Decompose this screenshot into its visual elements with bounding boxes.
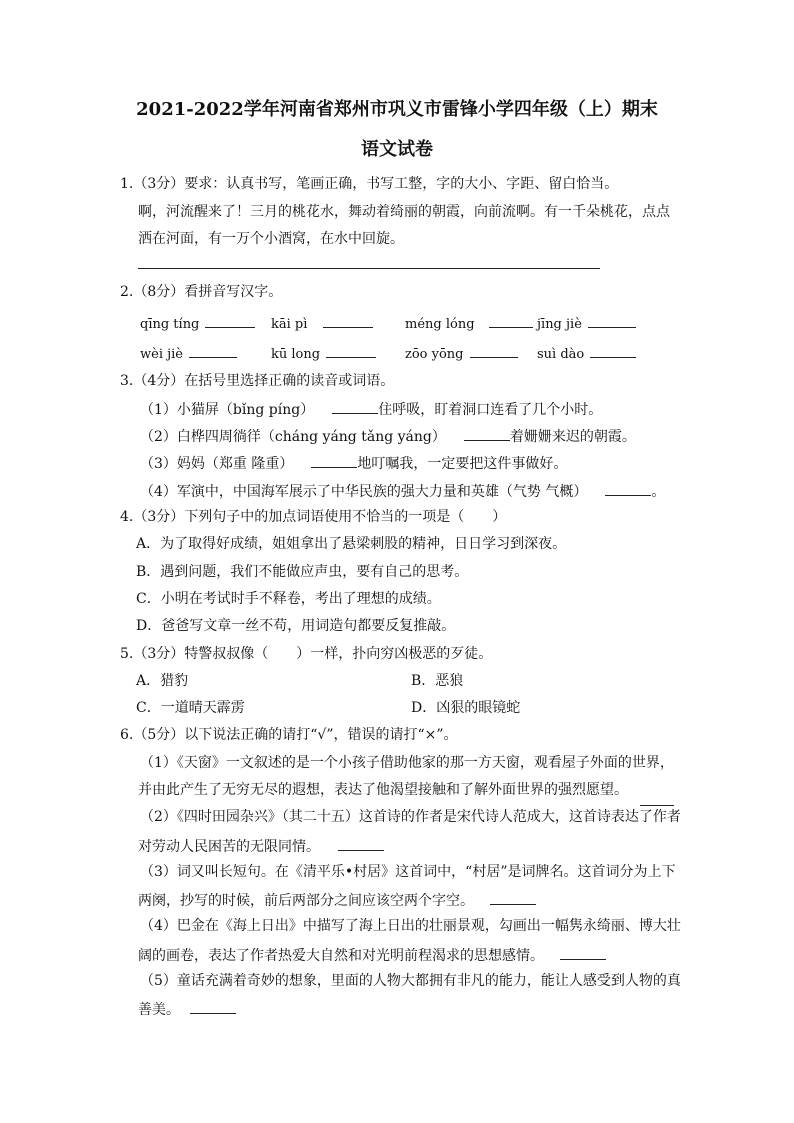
answer-blank-6-5[interactable] [190, 999, 236, 1014]
question-4-stem: 4.（3分）下列句子中的加点词语使用不恰当的一项是（ ） [120, 509, 507, 525]
answer-blank-6-3[interactable] [490, 890, 536, 905]
question-3-item-2: （2）白桦四周徜徉（cháng yáng tǎng yáng） 着姗姗来迟的朝霞。 [140, 426, 636, 446]
pinyin-item-7: zōo yōng [405, 343, 518, 364]
answer-blank[interactable] [464, 426, 510, 441]
pinyin-item-2: kāi pì [271, 313, 373, 334]
answer-blank[interactable] [332, 399, 378, 414]
answer-blank[interactable] [588, 313, 636, 328]
pinyin-item-3: méng lóng [405, 313, 533, 334]
question-6-item-5-line1: （5）童话充满着奇妙的想象，里面的人物大都拥有非凡的能力，能让人感受到人物的真 [140, 973, 681, 989]
question-1-passage-line2: 洒在河面，有一万个小酒窝，在水中回旋。 [138, 231, 404, 247]
pinyin-item-1: qīng tíng [140, 313, 255, 334]
answer-blank[interactable] [311, 453, 357, 468]
question-6-item-4-line2: 阔的画卷，表达了作者热爱大自然和对光明前程渴求的思想感情。 [138, 945, 606, 965]
answer-blank[interactable] [323, 313, 373, 328]
answer-blank[interactable] [189, 343, 237, 358]
question-1-stem: 1.（3分）要求：认真书写，笔画正确，书写工整，字的大小、字距、留白恰当。 [120, 176, 619, 192]
answer-blank[interactable] [489, 313, 533, 328]
pinyin-item-4: jīng jiè [537, 313, 636, 334]
answer-blank-6-1[interactable] [640, 791, 674, 806]
question-6-item-1-line1: （1）《天窗》一文叙述的是一个小孩子借助他家的那一方天窗，观看屋子外面的世界， [140, 755, 674, 771]
question-6-item-5-line2: 善美。 [138, 999, 236, 1019]
question-3-item-4: （4）军演中，中国海军展示了中华民族的强大力量和英雄（气势 气概） 。 [140, 481, 665, 501]
question-4-option-b[interactable]: B．遇到问题，我们不能做应声虫，要有自己的思考。 [136, 564, 469, 580]
exam-title-line2: 语文试卷 [361, 139, 433, 160]
question-6-item-3-line1: （3）词又叫长短句。在《清平乐•村居》这首词中，“村居”是词牌名。这首词分为上下 [140, 864, 676, 880]
answer-blank[interactable] [590, 343, 636, 358]
question-4-option-c[interactable]: C．小明在考试时手不释卷，考出了理想的成绩。 [136, 591, 441, 607]
answer-blank[interactable] [205, 313, 255, 328]
question-5-option-a[interactable]: A．猎豹 [136, 673, 189, 689]
question-5-option-c[interactable]: C．一道晴天霹雳 [136, 700, 245, 716]
pinyin-item-8: suì dào [537, 343, 636, 364]
question-1-writing-line[interactable] [138, 268, 600, 269]
answer-blank[interactable] [326, 343, 376, 358]
question-4-option-d[interactable]: D．爸爸写文章一丝不苟，用词造句都要反复推敲。 [136, 618, 456, 634]
question-6-stem: 6.（5分）以下说法正确的请打“√”，错误的请打“×”。 [120, 727, 458, 743]
question-4-option-a[interactable]: A．为了取得好成绩，姐姐拿出了悬梁刺股的精神，日日学习到深夜。 [136, 536, 567, 552]
question-2-stem: 2.（8分）看拼音写汉字。 [120, 284, 283, 300]
answer-blank-6-2[interactable] [338, 836, 384, 851]
question-1-passage-line1: 啊，河流醒来了！三月的桃花水，舞动着绮丽的朝霞，向前流啊。有一千朵桃花，点点 [138, 204, 670, 220]
question-6-item-2-line2: 对劳动人民困苦的无限同情。 [138, 836, 384, 856]
answer-blank[interactable] [605, 481, 651, 496]
answer-blank[interactable] [470, 343, 518, 358]
pinyin-item-6: kū long [271, 343, 376, 364]
question-6-item-3-line2: 两阕，抄写的时候，前后两部分之间应该空两个字空。 [138, 890, 536, 910]
exam-title-line1: 2021-2022学年河南省郑州市巩义市雷锋小学四年级（上）期末 [136, 99, 658, 120]
question-3-item-3: （3）妈妈（郑重 隆重） 地叮嘱我，一定要把这件事做好。 [140, 453, 567, 473]
question-5-stem: 5.（3分）特警叔叔像（ ）一样，扑向穷凶极恶的歹徒。 [120, 646, 493, 662]
question-3-item-1: （1）小猫屏（bǐng píng） 住呼吸，盯着洞口连看了几个小时。 [140, 399, 602, 419]
question-6-item-2-line1: （2）《四时田园杂兴》（其二十五）这首诗的作者是宋代诗人范成大，这首诗表达了作者 [140, 809, 681, 825]
question-6-item-4-line1: （4）巴金在《海上日出》中描写了海上日出的壮丽景观，勾画出一幅隽永绮丽、博大壮 [140, 918, 681, 934]
question-6-item-1-line2: 并由此产生了无穷无尽的遐想，表达了他渴望接触和了解外面世界的强烈愿望。 [138, 782, 628, 798]
question-5-option-b[interactable]: B．恶狼 [411, 673, 464, 689]
question-5-option-d[interactable]: D．凶狠的眼镜蛇 [411, 700, 521, 716]
question-3-stem: 3.（4分）在括号里选择正确的读音或词语。 [120, 373, 395, 389]
pinyin-item-5: wèi jiè [140, 343, 237, 364]
answer-blank-6-4[interactable] [560, 945, 606, 960]
